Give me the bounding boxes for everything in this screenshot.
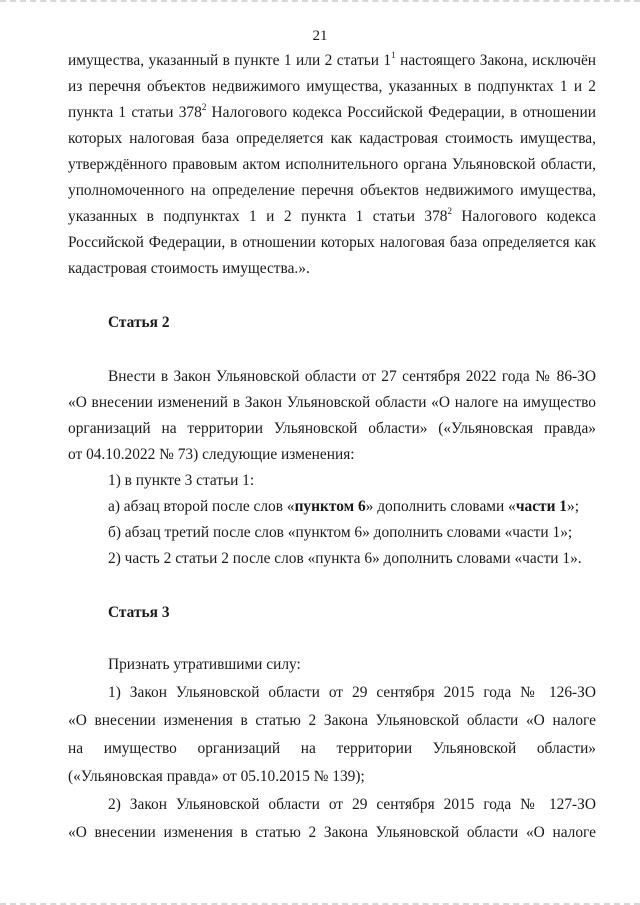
text-line: Внести в Закон Ульяновской области от 27 сентября 2022 года № 86-ЗО: [108, 368, 596, 385]
text-line: «О внесении изменения в статью 2 Закона Ульяновской области «О налоге: [68, 712, 596, 729]
page-number: 21: [312, 28, 328, 44]
text-line: а) абзац второй после слов «пунктом 6» дополнить словами «части 1»;: [108, 498, 579, 515]
text-line: организаций на территории Ульяновской области» («Ульяновская правда»: [68, 420, 596, 437]
text-line: пункта 1 статьи $378^2$ Налогового кодекса Российской Федерации, в отношении: [68, 102, 597, 121]
text-line: 2) часть 2 статьи 2 после слов «пункта 6» дополнить словами «части 1».: [108, 550, 582, 567]
text-line: которых налоговая база определяется как кадастровая стоимость имущества,: [68, 130, 596, 147]
text-line: уполномоченного на определение перечня объектов недвижимого имущества,: [68, 182, 596, 199]
text-line: от 04.10.2022 № 73) следующие изменения:: [68, 446, 355, 463]
text-line: утверждённого правовым актом исполнительного органа Ульяновской области,: [68, 156, 596, 173]
article-3-heading: Статья 3: [108, 604, 170, 621]
text-line: кадастровая стоимость имущества.».: [68, 260, 310, 277]
text-line: б) абзац третий после слов «пунктом 6» дополнить словами «части 1»;: [108, 524, 573, 541]
text-line: 1) в пункте 3 статьи 1:: [108, 472, 255, 489]
text-line: 1) Закон Ульяновской области от 29 сентября 2015 года № 126-ЗО: [108, 684, 596, 701]
article-2-heading: Статья 2: [108, 314, 170, 331]
text-line: «О внесении изменения в статью 2 Закона Ульяновской области «О налоге: [68, 824, 596, 841]
text-line: из перечня объектов недвижимого имущества, указанных в подпунктах 1 и 2: [68, 78, 596, 95]
text-line: 2) Закон Ульяновской области от 29 сентября 2015 года № 127-ЗО: [108, 796, 596, 813]
scan-edge-top: [0, 0, 640, 12]
text-line: Признать утратившими силу:: [108, 656, 301, 673]
text-line: имущества, указанный в пункте 1 или 2 статьи $1^1$ настоящего Закона, исключён: [68, 50, 597, 69]
text-line: «О внесении изменений в Закон Ульяновской области «О налоге на имущество: [68, 394, 596, 411]
text-line: Российской Федерации, в отношении которых налоговая база определяется как: [68, 234, 596, 251]
text-line: указанных в подпунктах 1 и 2 пункта 1 статьи $378^2$ Налогового кодекса: [68, 206, 597, 225]
text-line: на имущество организаций на территории Ульяновской области»: [68, 740, 596, 757]
text-line: («Ульяновская правда» от 05.10.2015 № 139);: [68, 768, 365, 785]
scan-edge-bottom: [0, 893, 640, 905]
